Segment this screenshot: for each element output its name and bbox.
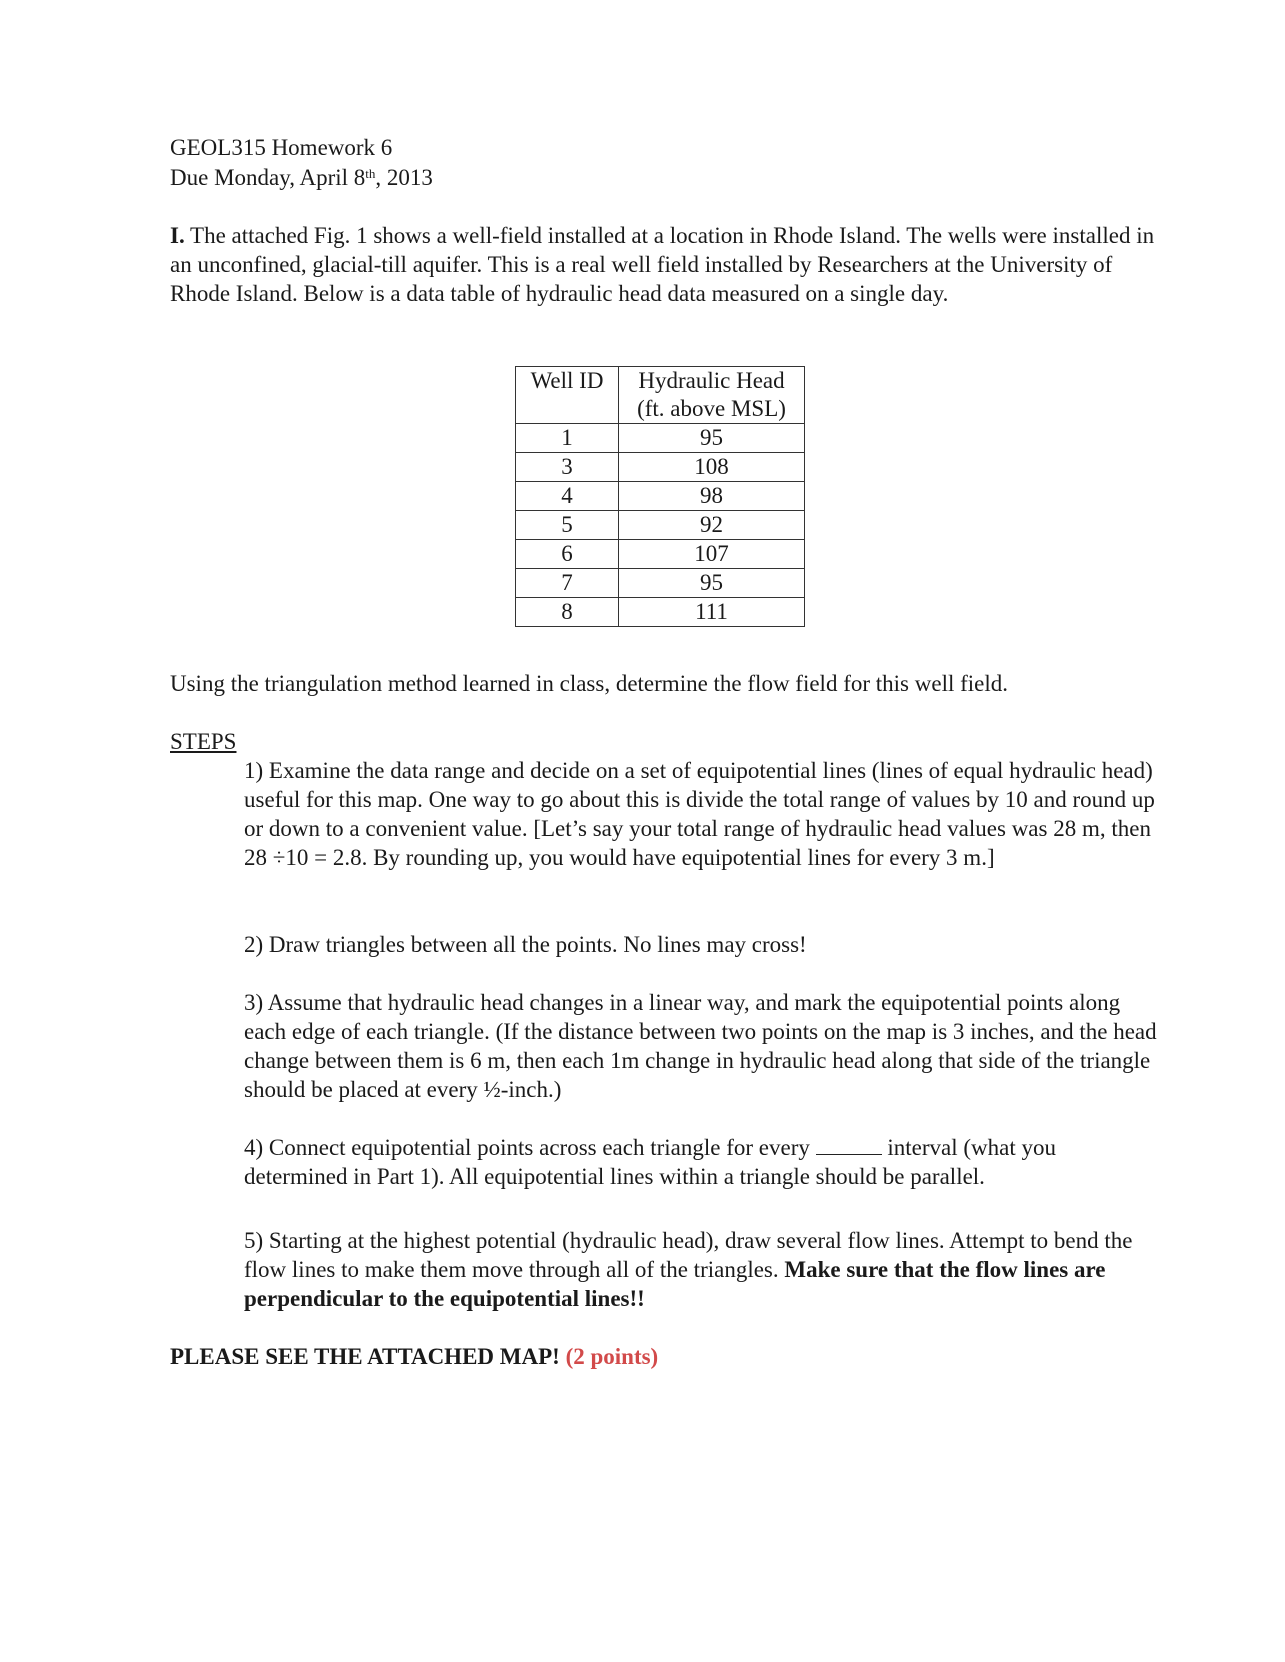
head-cell: 111 [619, 598, 805, 627]
course-title: GEOL315 Homework 6 [170, 135, 393, 160]
head-cell: 95 [619, 569, 805, 598]
step-5-bold-text: Make sure that the flow lines are perpendicular to the equipotential lines!! [244, 1257, 1106, 1311]
head-cell: 95 [619, 424, 805, 453]
col-header-hydraulic-head-line2: (ft. above MSL) [637, 396, 786, 421]
due-date [170, 163, 433, 193]
points-label: (2 points) [565, 1344, 659, 1369]
closing-text: PLEASE SEE THE ATTACHED MAP! [170, 1344, 566, 1369]
problem-intro-text: The attached Fig. 1 shows a well-field installed at a location in Rhode Island. The wells were installed in an unconfined, glacial-till aquifer. This is a real well field installed by Researchers at the University of Rhode Island. Below is a data table of hydraulic head data measured on a single day. [170, 223, 1155, 306]
well-id-cell: 5 [516, 511, 619, 540]
head-cell: 107 [619, 540, 805, 569]
table-row [516, 453, 805, 482]
well-id-cell: 3 [516, 453, 619, 482]
closing-note [170, 1342, 658, 1372]
document-header [170, 133, 433, 193]
table-row [516, 569, 805, 598]
step-1: 1) Examine the data range and decide on a set of equipotential lines (lines of equal hydraulic head) useful for this map. One way to go about this is divide the total range of values by 10 and round up or down to a convenient value. [Let’s say your total range of hydraulic head values was 28 m, then 28 ÷10 = 2.8. By rounding up, you would have equipotential lines for every 3 m.] [244, 758, 1155, 870]
table-header-row [516, 367, 805, 424]
head-cell: 92 [619, 511, 805, 540]
well-id-cell: 8 [516, 598, 619, 627]
steps-heading: STEPS [170, 729, 237, 754]
step-3: 3) Assume that hydraulic head changes in a linear way, and mark the equipotential points along each edge of each triangle. (If the distance between two points on the map is 3 inches, and the head change between them is 6 m, then each 1m change in hydraulic head along that side of the triangle should be placed at every ½-inch.) [244, 990, 1157, 1102]
step-2: 2) Draw triangles between all the points. No lines may cross! [244, 932, 807, 957]
col-header-well-id: Well ID [516, 367, 619, 424]
step-4-text-a: 4) Connect equipotential points across each triangle for every [244, 1135, 816, 1160]
problem-intro [170, 221, 1160, 308]
step-4 [244, 1133, 1164, 1191]
problem-number: I. [170, 223, 185, 248]
due-date-prefix: Due Monday, April 8 [170, 165, 366, 190]
head-cell: 98 [619, 482, 805, 511]
step-5 [244, 1226, 1164, 1313]
table-row [516, 598, 805, 627]
step-5-text: 5) Starting at the highest potential (hydraulic head), draw several flow lines. Attempt to bend the flow lines to make them move through all of the triangles. [244, 1228, 1133, 1282]
table-row [516, 482, 805, 511]
col-header-hydraulic-head [619, 367, 805, 424]
table-row [516, 540, 805, 569]
table-row [516, 424, 805, 453]
table-row [516, 511, 805, 540]
well-id-cell: 4 [516, 482, 619, 511]
due-date-superscript: th [365, 166, 376, 181]
answer-blank[interactable] [816, 1134, 882, 1155]
hydraulic-head-table-wrap [515, 366, 805, 627]
well-id-cell: 7 [516, 569, 619, 598]
well-id-cell: 1 [516, 424, 619, 453]
head-cell: 108 [619, 453, 805, 482]
step-4-text-b: interval (what you determined in Part 1). All equipotential lines within a triangle should be parallel. [244, 1135, 1056, 1189]
instruction-text: Using the triangulation method learned in class, determine the flow field for this well field. [170, 671, 1008, 696]
col-header-hydraulic-head-line1: Hydraulic Head [638, 368, 785, 393]
hydraulic-head-table [515, 366, 805, 627]
well-id-cell: 6 [516, 540, 619, 569]
due-date-suffix: , 2013 [375, 165, 433, 190]
